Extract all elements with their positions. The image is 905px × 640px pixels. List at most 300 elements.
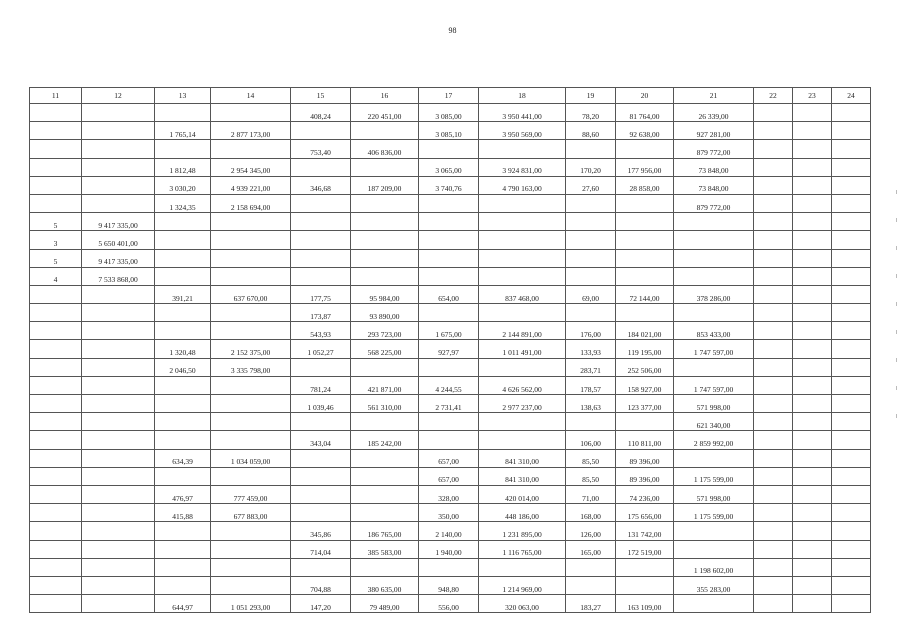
table-cell [566,267,616,285]
column-header: 17 [419,88,479,104]
table-cell [82,376,155,394]
table-cell [82,104,155,122]
table-cell: 927,97 [419,340,479,358]
table-cell [832,249,871,267]
table-cell: 1 175 599,00 [674,467,754,485]
table-cell [793,304,832,322]
table-cell [155,467,211,485]
table-cell: 3 335 798,00 [211,358,291,376]
table-cell [30,395,82,413]
table-cell: 9 417 335,00 [82,213,155,231]
table-cell [793,467,832,485]
table-cell [82,558,155,576]
table-cell: 3 085,10 [419,122,479,140]
table-cell: 220 451,00 [351,104,419,122]
table-cell [211,576,291,594]
table-cell [754,213,793,231]
table-cell: 415,88 [155,504,211,522]
table-cell [351,449,419,467]
table-cell: 2 144 891,00 [479,322,566,340]
table-cell: 2 954 345,00 [211,158,291,176]
table-cell [211,104,291,122]
table-cell: 123 377,00 [616,395,674,413]
table-cell [155,267,211,285]
table-row [30,249,871,267]
table-cell: 187 209,00 [351,176,419,194]
table-cell [616,558,674,576]
table-cell [793,558,832,576]
table-cell: 408,24 [291,104,351,122]
table-cell: 621 340,00 [674,413,754,431]
table-cell [832,122,871,140]
table-cell: 3 740,76 [419,176,479,194]
table-cell [793,322,832,340]
table-cell: 92 638,00 [616,122,674,140]
table-cell [616,140,674,158]
table-cell [211,231,291,249]
table-cell [793,358,832,376]
table-cell: 948,80 [419,576,479,594]
table-row [30,558,871,576]
table-cell [211,413,291,431]
table-cell [211,249,291,267]
table-cell [211,140,291,158]
table-cell [832,213,871,231]
table-cell: 175 656,00 [616,504,674,522]
table-row [30,395,871,413]
table-cell [566,249,616,267]
table-row [30,504,871,522]
table-cell: 79 489,00 [351,595,419,613]
table-cell: 7 533 868,00 [82,267,155,285]
table-cell [754,322,793,340]
table-cell [211,267,291,285]
table-cell: 177,75 [291,285,351,303]
table-cell [351,558,419,576]
table-cell [832,413,871,431]
table-cell: 168,00 [566,504,616,522]
table-cell: 879 772,00 [674,140,754,158]
table-cell: 126,00 [566,522,616,540]
table-cell [793,104,832,122]
table-cell: 654,00 [419,285,479,303]
table-cell [82,595,155,613]
table-cell: 119 195,00 [616,340,674,358]
table-cell [30,522,82,540]
table-cell: 176,00 [566,322,616,340]
table-cell: 2 977 237,00 [479,395,566,413]
table-cell: 634,39 [155,449,211,467]
table-cell [832,140,871,158]
table-cell [616,304,674,322]
table-cell: 853 433,00 [674,322,754,340]
header-row [30,88,871,104]
table-cell [82,122,155,140]
table-cell [832,522,871,540]
table-cell [419,231,479,249]
table-row [30,595,871,613]
table-cell [616,213,674,231]
table-cell: 1 940,00 [419,540,479,558]
table-cell: 163 109,00 [616,595,674,613]
table-cell [82,449,155,467]
table-cell [30,304,82,322]
table-cell [793,231,832,249]
table-cell [674,358,754,376]
table-cell [30,104,82,122]
table-cell [82,485,155,503]
table-cell: 133,93 [566,340,616,358]
table-cell: 183,27 [566,595,616,613]
page-number: 98 [448,26,457,35]
table-cell [754,358,793,376]
table-cell [754,595,793,613]
table-cell [832,449,871,467]
table-cell [419,194,479,212]
table-cell [82,176,155,194]
table-cell [30,322,82,340]
table-cell [155,558,211,576]
table-cell [82,467,155,485]
table-cell [793,158,832,176]
table-row [30,122,871,140]
table-cell: 385 583,00 [351,540,419,558]
table-cell: 172 519,00 [616,540,674,558]
table-cell: 777 459,00 [211,485,291,503]
table-cell [82,194,155,212]
table-row [30,485,871,503]
table-cell: 4 [30,267,82,285]
table-cell: 1 214 969,00 [479,576,566,594]
table-row [30,304,871,322]
table-cell [291,267,351,285]
table-cell: 2 046,50 [155,358,211,376]
table-cell: 571 998,00 [674,395,754,413]
table-cell: 5 650 401,00 [82,231,155,249]
table-cell [793,213,832,231]
table-cell [616,413,674,431]
table-cell [419,140,479,158]
table-cell [754,449,793,467]
table-cell [674,304,754,322]
table-cell: 448 186,00 [479,504,566,522]
table-cell: 1 320,48 [155,340,211,358]
table-cell [82,522,155,540]
table-cell [82,540,155,558]
table-cell [754,522,793,540]
table-cell [30,176,82,194]
table-cell [793,267,832,285]
table-cell [616,231,674,249]
table-cell: 170,20 [566,158,616,176]
table-cell [793,340,832,358]
table-cell [832,358,871,376]
table-cell [351,231,419,249]
table-cell: 4 790 163,00 [479,176,566,194]
table-cell [832,504,871,522]
table-cell [832,576,871,594]
table-row [30,104,871,122]
table-cell: 677 883,00 [211,504,291,522]
table-cell: 110 811,00 [616,431,674,449]
table-cell [30,122,82,140]
table-cell: 73 848,00 [674,158,754,176]
table-cell [82,322,155,340]
column-header: 19 [566,88,616,104]
table-cell: 178,57 [566,376,616,394]
table-cell [419,213,479,231]
table-cell [30,485,82,503]
column-header: 12 [82,88,155,104]
table-cell [754,376,793,394]
table-cell: 1 175 599,00 [674,504,754,522]
table-cell: 1 011 491,00 [479,340,566,358]
table-row [30,467,871,485]
table-cell [291,558,351,576]
table-cell [754,158,793,176]
table-cell [419,358,479,376]
table-cell: 1 116 765,00 [479,540,566,558]
table-cell [82,431,155,449]
table-cell [793,122,832,140]
table-cell [211,522,291,540]
table-cell: 543,93 [291,322,351,340]
table-cell [674,540,754,558]
table-cell: 346,68 [291,176,351,194]
table-cell [211,558,291,576]
table-cell [82,158,155,176]
table-cell: 3 950 569,00 [479,122,566,140]
table-cell: 85,50 [566,449,616,467]
table-cell: 131 742,00 [616,522,674,540]
table-cell: 3 065,00 [419,158,479,176]
table-cell [566,304,616,322]
table-cell: 1 034 059,00 [211,449,291,467]
table-cell [82,304,155,322]
table-cell: 88,60 [566,122,616,140]
table-cell [155,231,211,249]
table-cell [30,376,82,394]
table-cell [793,540,832,558]
table-cell [351,158,419,176]
table-cell [754,122,793,140]
table-cell [30,595,82,613]
table-cell [419,304,479,322]
table-cell [793,504,832,522]
table-cell: 283,71 [566,358,616,376]
table-cell: 657,00 [419,467,479,485]
table-cell: 4 939 221,00 [211,176,291,194]
table-cell: 293 723,00 [351,322,419,340]
table-cell [793,194,832,212]
table-row [30,194,871,212]
table-cell: 345,86 [291,522,351,540]
table-cell: 4 626 562,00 [479,376,566,394]
table-cell [479,267,566,285]
table-cell: 1 747 597,00 [674,340,754,358]
table-cell: 2 140,00 [419,522,479,540]
table-cell [616,576,674,594]
table-cell [566,576,616,594]
table-cell [754,304,793,322]
table-cell [82,140,155,158]
table-cell: 69,00 [566,285,616,303]
table-cell [566,558,616,576]
table-cell [616,267,674,285]
table-cell [793,376,832,394]
table-cell [82,340,155,358]
table-cell [832,104,871,122]
table-cell [754,467,793,485]
table-cell [793,176,832,194]
table-cell [155,213,211,231]
table-cell: 841 310,00 [479,467,566,485]
table-cell [566,140,616,158]
table-cell: 1 747 597,00 [674,376,754,394]
table-cell [30,158,82,176]
table-cell [832,304,871,322]
table-cell [291,467,351,485]
table-row [30,522,871,540]
table-cell: 378 286,00 [674,285,754,303]
table-row [30,413,871,431]
table-cell [832,540,871,558]
table-cell [211,376,291,394]
table-cell [566,231,616,249]
table-cell [291,231,351,249]
table-cell: 3 950 441,00 [479,104,566,122]
table-row [30,358,871,376]
table-cell: 177 956,00 [616,158,674,176]
table-cell [30,194,82,212]
table-cell: 561 310,00 [351,395,419,413]
table-cell [832,194,871,212]
table-cell: 841 310,00 [479,449,566,467]
table-cell: 147,20 [291,595,351,613]
table-cell: 252 506,00 [616,358,674,376]
table-cell [754,176,793,194]
table-cell [793,285,832,303]
table-cell [832,395,871,413]
table-cell: 343,04 [291,431,351,449]
table-cell: 26 339,00 [674,104,754,122]
column-header: 18 [479,88,566,104]
table-cell [291,449,351,467]
table-cell [30,431,82,449]
table-cell: 657,00 [419,449,479,467]
table-cell: 1 051 293,00 [211,595,291,613]
table-cell: 571 998,00 [674,485,754,503]
table-cell [291,249,351,267]
table-cell [832,285,871,303]
table-cell [674,231,754,249]
table-cell [832,231,871,249]
table-header [30,88,871,104]
table-body [30,104,871,613]
table-cell [832,558,871,576]
table-cell [291,413,351,431]
table-cell [211,467,291,485]
table-cell [211,395,291,413]
table-cell: 320 063,00 [479,595,566,613]
table-cell: 85,50 [566,467,616,485]
table-row [30,158,871,176]
column-header: 23 [793,88,832,104]
table-cell [419,413,479,431]
table-cell [419,249,479,267]
table-cell [30,358,82,376]
table-cell [793,431,832,449]
table-cell: 27,60 [566,176,616,194]
table-cell: 420 014,00 [479,485,566,503]
table-cell [155,522,211,540]
table-cell [155,431,211,449]
table-cell [351,213,419,231]
table-cell: 9 417 335,00 [82,249,155,267]
table-cell [674,449,754,467]
table-cell: 350,00 [419,504,479,522]
table-cell: 753,40 [291,140,351,158]
table-cell: 5 [30,213,82,231]
table-cell [754,249,793,267]
table-cell [30,449,82,467]
table-cell [754,231,793,249]
table-cell [155,140,211,158]
table-cell: 1 812,48 [155,158,211,176]
table-cell [211,213,291,231]
table-cell [793,485,832,503]
table-cell [832,340,871,358]
table-cell: 81 764,00 [616,104,674,122]
table-cell [211,540,291,558]
table-cell [155,540,211,558]
table-cell: 138,63 [566,395,616,413]
table-cell [793,413,832,431]
table-cell [616,194,674,212]
column-header: 11 [30,88,82,104]
table-cell [832,485,871,503]
table-cell: 78,20 [566,104,616,122]
table-cell: 1 198 602,00 [674,558,754,576]
table-cell: 5 [30,249,82,267]
table-cell [754,540,793,558]
column-header: 22 [754,88,793,104]
table-cell [754,576,793,594]
table-row [30,449,871,467]
scan-margin-marks [893,190,899,490]
table-cell: 355 283,00 [674,576,754,594]
table-cell [419,431,479,449]
table-cell: 2 152 375,00 [211,340,291,358]
table-cell [351,249,419,267]
table-cell [291,194,351,212]
table-cell [479,304,566,322]
table-cell [30,413,82,431]
table-cell: 95 984,00 [351,285,419,303]
table-cell [674,522,754,540]
table-cell [351,485,419,503]
table-cell: 2 877 173,00 [211,122,291,140]
table-cell [754,194,793,212]
table-cell [30,576,82,594]
table-cell [793,522,832,540]
table-cell: 72 144,00 [616,285,674,303]
table-cell [419,558,479,576]
table-cell [793,449,832,467]
table-cell: 106,00 [566,431,616,449]
table-cell [82,285,155,303]
table-cell: 2 731,41 [419,395,479,413]
